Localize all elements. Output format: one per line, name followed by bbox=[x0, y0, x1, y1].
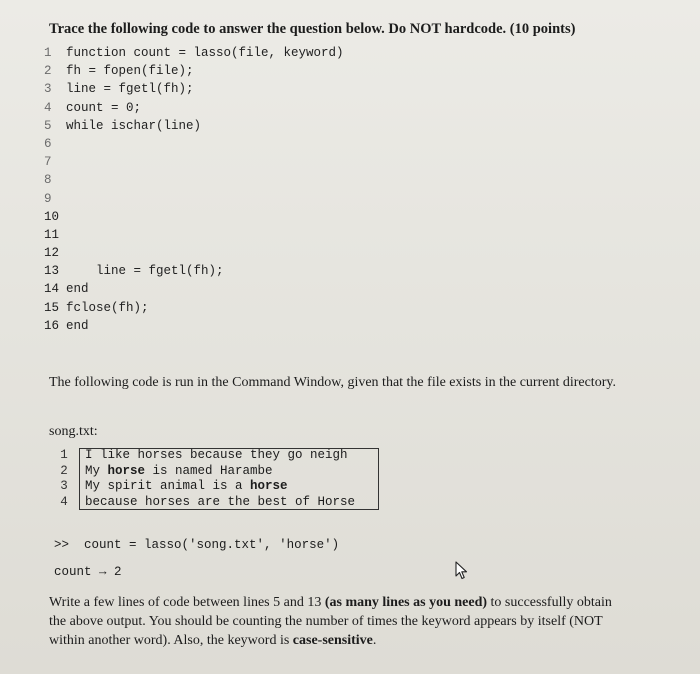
code-line: 14 end bbox=[44, 282, 89, 297]
song-line: 3 My spirit animal is a horse bbox=[60, 479, 288, 493]
code-line: 7 bbox=[44, 155, 52, 170]
command-result: count → 2 bbox=[54, 565, 122, 579]
code-line: 1 function count = lasso(file, keyword) bbox=[44, 46, 344, 60]
song-text-box bbox=[79, 448, 379, 510]
code-line: 11 bbox=[44, 227, 60, 242]
code-line: 6 bbox=[44, 136, 52, 151]
code-line: 15 fclose(fh); bbox=[44, 300, 149, 315]
song-file-contents bbox=[49, 448, 355, 510]
code-line: 3 line = fgetl(fh); bbox=[44, 82, 194, 97]
song-line: 4 because horses are the best of Horse bbox=[60, 494, 356, 509]
code-line: 16 end bbox=[44, 318, 89, 333]
question-paragraph: Write a few lines of code between lines 5 and 13 (as many lines as you need) to successfully obtain the above output. You should be counting the number of times the keyword appears by itself (NOT within another word). Also, the keyword is case-sensitive. bbox=[49, 595, 612, 648]
code-line: 2 fh = fopen(file); bbox=[44, 64, 194, 79]
code-line: 4 count = 0; bbox=[44, 100, 142, 115]
command-text: count = lasso('song.txt', 'horse') bbox=[84, 538, 340, 552]
code-line: 10 bbox=[44, 209, 60, 224]
code-line: 12 bbox=[44, 246, 60, 261]
command-prompt: >> bbox=[54, 538, 70, 552]
command-window-line bbox=[54, 538, 339, 552]
code-line: 8 bbox=[44, 173, 52, 188]
code-line: 9 bbox=[44, 191, 52, 206]
song-line: 1 I like horses because they go neigh bbox=[60, 448, 348, 462]
question-title: Trace the following code to answer the question below. Do NOT hardcode. (10 points) bbox=[49, 21, 576, 37]
code-line: 5 while ischar(line) bbox=[44, 118, 202, 133]
code-listing bbox=[44, 44, 344, 335]
song-file-label: song.txt: bbox=[49, 424, 98, 439]
mouse-cursor-icon bbox=[455, 561, 469, 581]
code-line: 13 line = fgetl(fh); bbox=[44, 264, 224, 279]
song-line: 2 My horse is named Harambe bbox=[60, 463, 273, 478]
intro-paragraph: The following code is run in the Command Window, given that the file exists in the current directory. bbox=[49, 375, 616, 390]
